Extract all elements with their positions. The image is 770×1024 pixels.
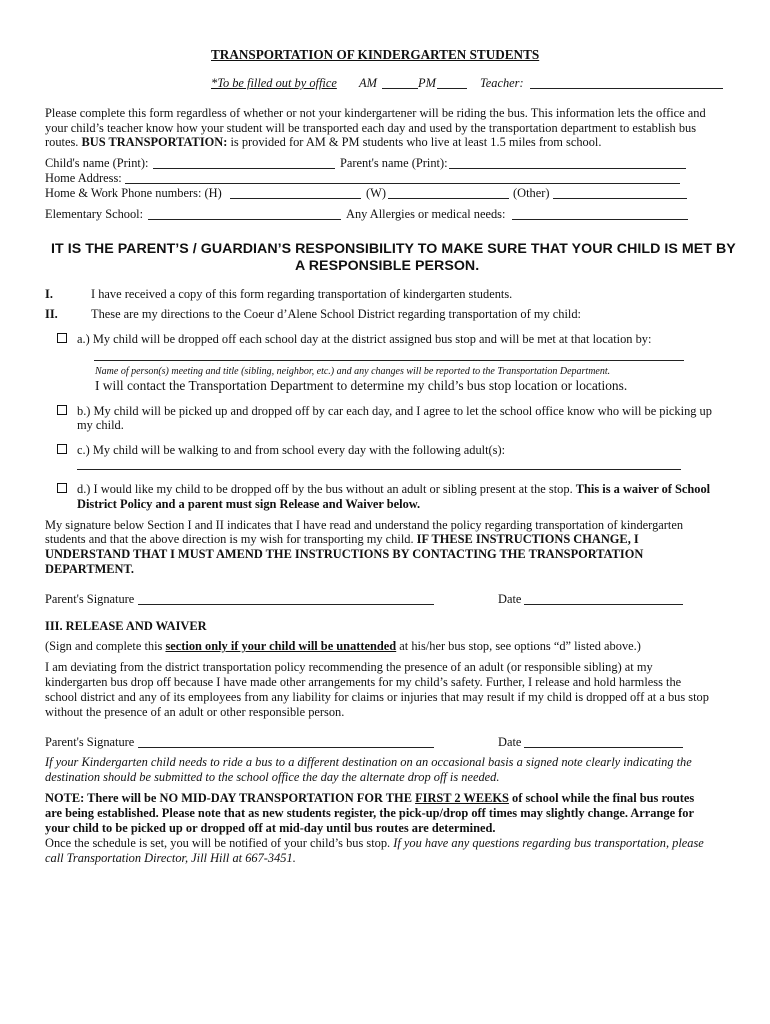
option-d-line-2: District Policy and a parent must sign Release and Waiver below. xyxy=(77,497,421,511)
home-address-field[interactable] xyxy=(125,183,680,184)
signature-para-line-2: students and that the above direction is my wish for transporting my child. IF THESE INSTRUCTIONS CHANGE, I xyxy=(45,532,639,546)
child-name-label: Child's name (Print): xyxy=(45,156,149,170)
option-b-checkbox[interactable] xyxy=(57,405,67,415)
option-d-line-1: d.) I would like my child to be dropped off by the bus without an adult or sibling present at the stop. This is a waiver of School xyxy=(77,482,711,496)
release-para-line-2: kindergarten bus drop off because I have made other arrangements for my child’s safety. Further, I release and hold harmless the xyxy=(45,675,682,689)
work-phone-field[interactable] xyxy=(388,198,509,199)
teacher-field[interactable] xyxy=(530,88,723,89)
section-2-number: II. xyxy=(45,307,58,321)
option-b-line-1: b.) My child will be picked up and dropped off by car each day, and I agree to let the school office know who will be picking up xyxy=(77,404,712,418)
option-a-checkbox[interactable] xyxy=(57,333,67,343)
release-para-line-1: I am deviating from the district transportation policy recommending the presence of an adult (or responsible sibling) at my xyxy=(45,660,653,674)
alt-note-line-2: destination should be submitted to the school office the day the alternate drop off is needed. xyxy=(45,770,500,784)
home-address-label: Home Address: xyxy=(45,171,122,185)
child-name-field[interactable] xyxy=(153,168,335,169)
date-field-2[interactable] xyxy=(524,747,683,748)
signature-para-line-4: DEPARTMENT. xyxy=(45,562,134,576)
signature-para-line-3: UNDERSTAND THAT I MUST AMEND THE INSTRUCTIONS BY CONTACTING THE TRANSPORTATION xyxy=(45,547,644,561)
alt-note-line-1: If your Kindergarten child needs to ride a bus to a different destination on an occasional basis a signed note clearly indicating the xyxy=(45,755,692,769)
section-1-text: I have received a copy of this form regarding transportation of kindergarten students. xyxy=(91,287,513,301)
release-para-line-3: school district and any of its employees from any liability for claims or injuries that may result if my child is dropped off at a bus stop xyxy=(45,690,709,704)
parent-signature-field-2[interactable] xyxy=(138,747,434,748)
release-para-line-4: without the presence of an adult or other responsible person. xyxy=(45,705,345,719)
teacher-label: Teacher: xyxy=(480,76,524,90)
option-c-text: c.) My child will be walking to and from school every day with the following adult(s): xyxy=(77,443,506,457)
am-label: AM xyxy=(359,76,377,90)
phones-label: Home & Work Phone numbers: (H) xyxy=(45,186,222,200)
allergies-label: Any Allergies or medical needs: xyxy=(346,207,506,221)
intro-line-1: Please complete this form regardless of whether or not your kindergartener will be riding the bus. This information lets the office and xyxy=(45,106,706,120)
pm-field[interactable] xyxy=(437,88,467,89)
date-label-2: Date xyxy=(498,735,522,749)
allergies-field[interactable] xyxy=(512,219,688,220)
pm-label: PM xyxy=(418,76,436,90)
date-label-1: Date xyxy=(498,592,522,606)
section-1-number: I. xyxy=(45,287,53,301)
parent-name-field[interactable] xyxy=(449,168,686,169)
note-line-5: call Transportation Director, Jill Hill at 667-3451. xyxy=(45,851,296,865)
option-a-text: a.) My child will be dropped off each school day at the district assigned bus stop and will be met at that location by: xyxy=(77,332,652,346)
release-subheading: (Sign and complete this section only if your child will be unattended at his/her bus stop, see options “d” listed above.) xyxy=(45,639,641,653)
option-a-note: Name of person(s) meeting and title (sibling, neighbor, etc.) and any changes will be reported to the Transportation Department. xyxy=(95,366,611,377)
intro-line-3: routes. BUS TRANSPORTATION: is provided for AM & PM students who live at least 1.5 miles from school. xyxy=(45,135,602,149)
school-label: Elementary School: xyxy=(45,207,144,221)
release-heading: III. RELEASE AND WAIVER xyxy=(45,619,207,633)
form-title: TRANSPORTATION OF KINDERGARTEN STUDENTS xyxy=(211,47,540,62)
intro-line-2: your child’s teacher know how your student will be transported each day and used by the transportation department to establish bus xyxy=(45,121,697,135)
note-line-4: Once the schedule is set, you will be notified of your child’s bus stop. If you have any questions regarding bus transportation, please xyxy=(45,836,704,850)
note-line-2: are being established. Please note that as new students register, the pick-up/drop off times may slightly change. Arrange for xyxy=(45,806,694,820)
parent-signature-field-1[interactable] xyxy=(138,604,434,605)
work-phone-label: (W) xyxy=(366,186,386,200)
other-phone-field[interactable] xyxy=(553,198,687,199)
home-phone-field[interactable] xyxy=(230,198,361,199)
responsibility-warning-line-2: A RESPONSIBLE PERSON. xyxy=(295,258,480,274)
responsibility-warning-line-1: IT IS THE PARENT’S / GUARDIAN’S RESPONSIBILITY TO MAKE SURE THAT YOUR CHILD IS MET BY xyxy=(51,241,736,257)
option-b-line-2: my child. xyxy=(77,418,124,432)
section-2-text: These are my directions to the Coeur d’Alene School District regarding transportation of my child: xyxy=(91,307,581,321)
parent-name-label: Parent's name (Print): xyxy=(340,156,448,170)
other-phone-label: (Other) xyxy=(513,186,550,200)
option-c-adults-field[interactable] xyxy=(77,469,681,470)
date-field-1[interactable] xyxy=(524,604,683,605)
option-a-persons-field[interactable] xyxy=(94,360,684,361)
signature-para-line-1: My signature below Section I and II indicates that I have read and understand the policy regarding transportation of kindergarten xyxy=(45,518,684,532)
option-a-contact: I will contact the Transportation Department to determine my child’s bus stop location or locations. xyxy=(95,378,628,393)
office-note: *To be filled out by office xyxy=(211,76,337,90)
am-field[interactable] xyxy=(382,88,418,89)
option-c-checkbox[interactable] xyxy=(57,444,67,454)
note-line-3: your child to be picked up or dropped off at mid-day until bus routes are determined. xyxy=(45,821,496,835)
parent-signature-label-1: Parent's Signature xyxy=(45,592,135,606)
note-line-1: NOTE: There will be NO MID-DAY TRANSPORTATION FOR THE FIRST 2 WEEKS of school while the final bus routes xyxy=(45,791,695,805)
school-field[interactable] xyxy=(148,219,341,220)
option-d-checkbox[interactable] xyxy=(57,483,67,493)
parent-signature-label-2: Parent's Signature xyxy=(45,735,135,749)
